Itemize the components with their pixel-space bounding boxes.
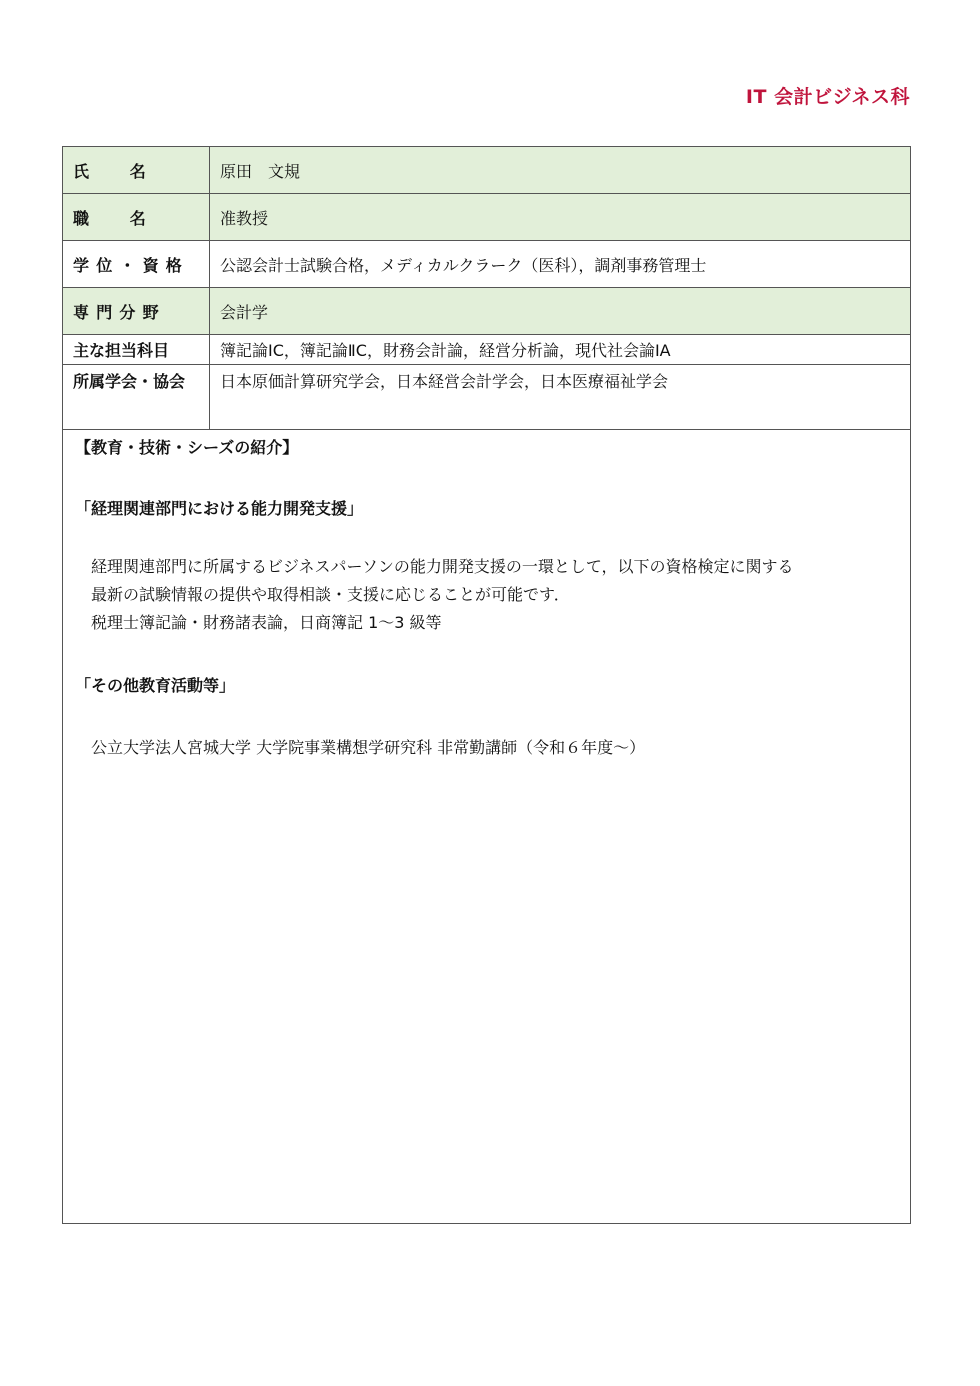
introduction-box (62, 429, 911, 1224)
table-row (63, 241, 911, 288)
name-value: 原田 文規 (210, 147, 911, 194)
field-value: 会計学 (210, 288, 911, 335)
title-label: 職 名 (63, 194, 210, 241)
profile-table (62, 146, 911, 430)
societies-value: 日本原価計算研究学会，日本経営会計学会，日本医療福祉学会 (210, 365, 911, 430)
section1-title: 「経理関連部門における能力開発支援」 (75, 499, 364, 518)
section1-line: 経理関連部門に所属するビジネスパーソンの能力開発支援の一環として，以下の資格検定に関する (91, 557, 794, 576)
subjects-value: 簿記論ⅠC，簿記論ⅡC，財務会計論，経営分析論，現代社会論ⅠA (210, 335, 911, 365)
table-row (63, 288, 911, 335)
table-row (63, 194, 911, 241)
qualification-value: 公認会計士試験合格，メディカルクラーク（医科），調剤事務管理士 (210, 241, 911, 288)
table-row (63, 365, 911, 430)
section1-line: 最新の試験情報の提供や取得相談・支援に応じることが可能です． (91, 585, 570, 604)
field-label: 専門分野 (63, 288, 210, 335)
qualification-label: 学位・資格 (63, 241, 210, 288)
section2-title: 「その他教育活動等」 (75, 676, 236, 695)
section2-line: 公立大学法人宮城大学 大学院事業構想学研究科 非常勤講師（令和６年度～） (91, 738, 646, 757)
societies-label: 所属学会・協会 (63, 365, 210, 430)
subjects-label: 主な担当科目 (63, 335, 210, 365)
section1-line: 税理士簿記論・財務諸表論，日商簿記 1～3 級等 (91, 613, 442, 632)
introduction-heading: 【教育・技術・シーズの紹介】 (75, 438, 299, 457)
title-value: 准教授 (210, 194, 911, 241)
name-label: 氏 名 (63, 147, 210, 194)
department-name: IT 会計ビジネス科 (745, 86, 910, 108)
table-row (63, 147, 911, 194)
table-row (63, 335, 911, 365)
